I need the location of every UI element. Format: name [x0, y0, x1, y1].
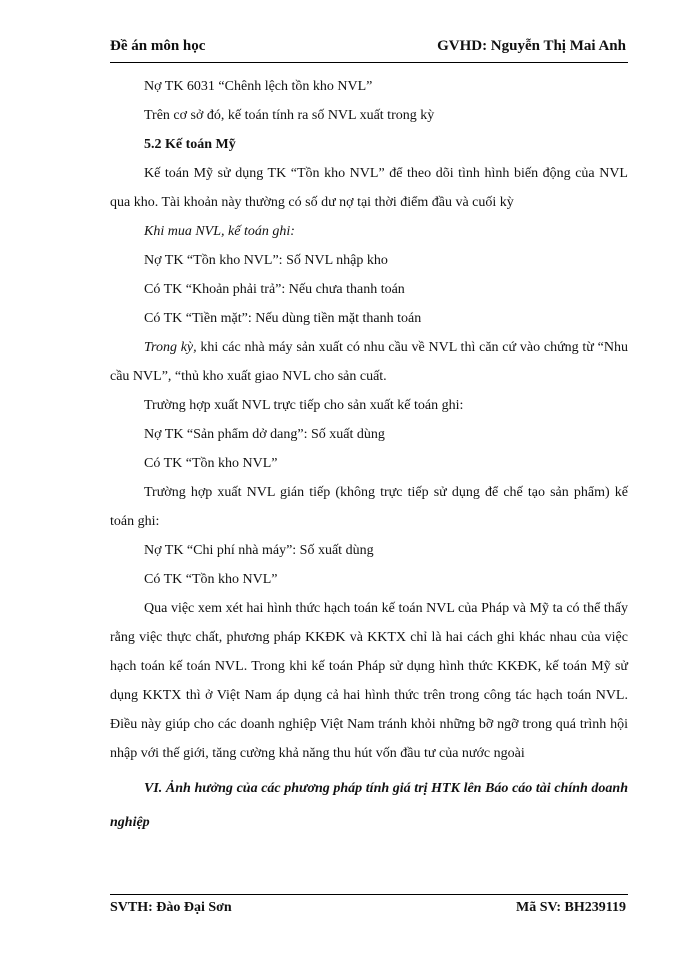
section-heading-vi: VI. Ảnh hưởng của các phương pháp tính giá trị HTK lên Báo cáo tài chính doanh nghiệp	[110, 781, 628, 830]
paragraph: Có TK “Tồn kho NVL”	[144, 456, 278, 471]
italic-lead: Trong kỳ,	[144, 340, 197, 355]
paragraph-text: khi các nhà máy sản xuất có nhu cầu về NVL thì căn cứ vào chứng từ “Nhu cầu NVL”, “thủ kho xuất giao NVL cho sản cuất.	[110, 340, 628, 384]
paragraph: Khi mua NVL, kế toán ghi:	[144, 224, 295, 239]
footer-student-id: Mã SV: BH239119	[516, 900, 626, 915]
paragraph: Có TK “Tiền mặt”: Nếu dùng tiền mặt thanh toán	[144, 311, 422, 326]
document-body	[110, 72, 628, 840]
footer-student-name: SVTH: Đào Đại Sơn	[110, 900, 232, 915]
paragraph: Trường hợp xuất NVL gián tiếp (không trực tiếp sử dụng để chế tạo sản phẩm) kế toán ghi:	[110, 485, 628, 529]
paragraph: Trường hợp xuất NVL trực tiếp cho sản xuất kế toán ghi:	[144, 398, 464, 413]
paragraph	[110, 333, 628, 391]
paragraph: Nợ TK “Tồn kho NVL”: Số NVL nhập kho	[144, 253, 388, 268]
paragraph: Nợ TK “Sản phẩm dở dang”: Số xuất dùng	[144, 427, 385, 442]
paragraph: Trên cơ sở đó, kế toán tính ra số NVL xuất trong kỳ	[144, 108, 435, 123]
paragraph: Qua việc xem xét hai hình thức hạch toán kế toán NVL của Pháp và Mỹ ta có thể thấy rằng việc thực chất, phương pháp KKĐK và KKTX chỉ là hai cách ghi khác nhau của việc hạch toán kế toán NVL. Trong khi kế toán Pháp sử dụng hình thức KKĐK, kế toán Mỹ sử dụng KKTX thì ở Việt Nam áp dụng cả hai hình thức trên trong công tác hạch toán NVL. Điều này giúp cho các doanh nghiệp Việt Nam tránh khỏi những bỡ ngỡ trong quá trình hội nhập với thế giới, tăng cường khả năng thu hút vốn đầu tư của nước ngoài	[110, 601, 628, 761]
page-footer	[110, 894, 628, 919]
paragraph: Kế toán Mỹ sử dụng TK “Tồn kho NVL” để theo dõi tình hình biến động của NVL qua kho. Tài khoản này thường có số dư nợ tại thời điểm đầu và cuối kỳ	[110, 166, 628, 210]
paragraph: Nợ TK 6031 “Chênh lệch tồn kho NVL”	[144, 79, 373, 94]
paragraph: Có TK “Tồn kho NVL”	[144, 572, 278, 587]
paragraph: Nợ TK “Chi phí nhà máy”: Số xuất dùng	[144, 543, 374, 558]
header-course-title: Đề án môn học	[110, 38, 206, 54]
paragraph: Có TK “Khoản phải trả”: Nếu chưa thanh toán	[144, 282, 405, 297]
section-heading-5-2: 5.2 Kế toán Mỹ	[144, 137, 236, 152]
header-advisor: GVHD: Nguyễn Thị Mai Anh	[437, 38, 626, 54]
page-header	[110, 38, 628, 63]
